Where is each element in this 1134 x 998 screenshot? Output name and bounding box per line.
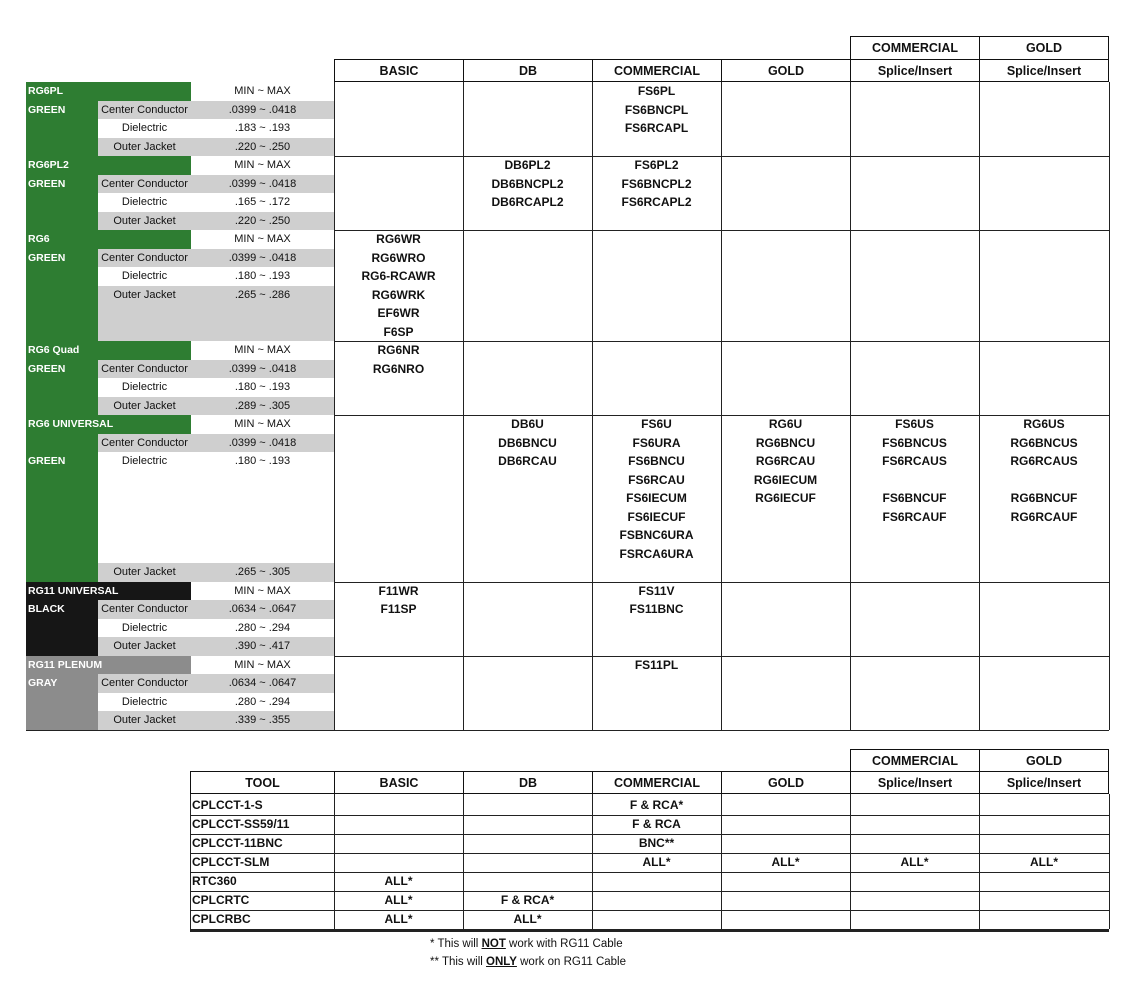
tool-name: CPLCRTC [192,893,250,907]
tool-column-divider [979,794,980,929]
product-part-number: FS6BNCUS [882,435,947,450]
tool-name: CPLCCT-SLM [192,855,270,869]
tool-compat-gold [721,815,850,834]
product-part-number: RG6RCAUF [1010,509,1078,524]
cable-color-label: GREEN [28,251,66,264]
tool-compat-comm_splice [850,815,979,834]
tool-compat-commercial: BNC** [638,836,675,850]
product-part-number: RG6U [768,417,803,431]
product-part-number: DB6RCAPL2 [491,195,564,209]
cable-name: RG6 UNIVERSAL [28,418,114,430]
minmax-label: MIN ~ MAX [234,658,291,671]
product-part-number: FS11PL [634,657,679,672]
tool-compat-commercial: ALL* [642,855,671,869]
column-divider [334,82,335,730]
tool-compat-basic [334,834,463,853]
product-part-number: FS6RCAUS [882,454,947,468]
tool-compat-basic [334,815,463,834]
product-part-number: FS6URA [632,435,681,450]
tool-compat-gold [721,796,850,815]
cable-color-label: GREEN [28,455,66,467]
spec-value-center: .0399 ~ .0418 [228,362,297,375]
tool-compat-comm_splice: ALL* [900,855,929,869]
tool-compat-comm_splice [850,872,979,891]
cable-name: RG11 PLENUM [28,658,103,671]
product-part-number: FS6RCAUF [882,509,947,524]
product-part-number: F11SP [380,602,417,616]
cable-name: RG6PL [28,85,64,97]
tool-compat-comm_splice [850,834,979,853]
tool-table-bottom [190,930,1109,932]
cable-name: RG11 UNIVERSAL [28,584,119,597]
tool-compat-gold_splice: ALL* [1030,855,1058,869]
tool-compat-comm_splice [850,910,979,929]
cable-color-label: GREEN [28,177,66,190]
spec-value-dielectric: .165 ~ .172 [234,196,291,208]
spec-label-dielectric: Dielectric [121,455,168,467]
spec-label-dielectric: Dielectric [121,122,168,134]
spec-value-center: .0399 ~ .0418 [228,436,297,449]
basic-header: BASIC [334,59,464,82]
product-part-number: RG6WR [376,232,421,246]
spec-label-center: Center Conductor [101,251,188,264]
product-part-number: F6SP [383,324,414,339]
spec-value-dielectric: .180 ~ .193 [234,455,291,467]
tool-gold-splice-header-top: GOLD [979,749,1109,772]
product-part-number: RG6RCAU [755,454,816,468]
tool-compat-comm_splice [850,891,979,910]
minmax-label: MIN ~ MAX [234,418,291,430]
product-part-number: RG6-RCAWR [361,269,436,283]
column-divider [850,82,851,730]
product-part-number: FSBNC6URA [619,528,694,542]
tool-name: CPLCCT-SS59/11 [192,817,290,831]
tool-compat-db [463,872,592,891]
tool-compat-gold [721,872,850,891]
product-part-number: DB6BNCU [498,435,557,450]
spec-value-center: .0399 ~ .0418 [228,103,297,116]
tool-compat-gold_splice [979,796,1109,815]
tool-compat-gold: ALL* [771,855,800,869]
tool-column-divider [1109,794,1110,929]
tool-compat-gold_splice [979,834,1109,853]
spec-label-outer: Outer Jacket [113,214,176,227]
product-part-number: FS6IECUM [626,491,687,505]
product-part-number: DB6BNCPL2 [491,176,564,191]
tool-compat-gold_splice [979,910,1109,929]
spec-value-center: .0399 ~ .0418 [228,177,297,190]
spec-label-center: Center Conductor [101,436,188,449]
spec-value-dielectric: .180 ~ .193 [234,381,291,393]
spec-label-dielectric: Dielectric [121,196,168,208]
product-part-number: FS11BNC [629,602,684,616]
spec-label-center: Center Conductor [101,603,188,615]
spec-value-center: .0634 ~ .0647 [228,603,297,615]
minmax-label: MIN ~ MAX [234,584,291,597]
product-part-number: RG6US [1023,417,1065,431]
cable-name: RG6 Quad [28,344,80,356]
product-part-number: FS6PL2 [634,158,679,172]
spec-value-outer: .265 ~ .286 [234,288,291,301]
tool-compat-db: F & RCA* [500,893,555,907]
spec-label-center: Center Conductor [101,103,188,116]
column-divider [592,82,593,730]
product-part-number: RG6RCAUS [1010,454,1078,468]
product-part-number: FS6BNCUF [882,491,947,505]
minmax-label: MIN ~ MAX [234,344,291,356]
tool-name: RTC360 [192,874,237,888]
tool-compat-basic [334,796,463,815]
product-part-number: DB6RCAU [498,454,557,468]
tool-compat-commercial: F & RCA [632,817,681,831]
spec-value-outer: .265 ~ .305 [234,566,291,578]
tool-compat-basic: ALL* [384,893,413,907]
tool-header: TOOL [190,771,335,794]
db-header: DB [463,59,593,82]
tool-column-divider [334,794,335,929]
tool-db-header: DB [463,771,593,794]
tool-compat-commercial [592,910,721,929]
cable-color-label: GREEN [28,103,66,116]
footnote-only-rg11: ** This will ONLY work on RG11 Cable [430,956,627,968]
tool-gold-splice-header-bottom: Splice/Insert [979,771,1109,794]
tool-compat-gold_splice [979,891,1109,910]
cable-name: RG6 [28,233,50,245]
spec-value-outer: .339 ~ .355 [234,714,291,726]
tool-commercial-splice-header-bottom: Splice/Insert [850,771,980,794]
product-part-number: DB6PL2 [504,158,551,172]
tool-compat-comm_splice [850,796,979,815]
product-part-number: FS6BNCPL [624,102,689,117]
column-divider [979,82,980,730]
product-part-number: F11WR [378,583,419,598]
spec-label-outer: Outer Jacket [113,714,176,726]
product-part-number: FSRCA6URA [619,546,694,561]
product-part-number: FS11V [638,583,675,598]
product-part-number: RG6BNCUS [1010,435,1078,450]
spec-filler [98,471,334,564]
tool-compat-db [463,853,592,872]
tool-basic-header: BASIC [334,771,464,794]
product-part-number: FS6US [895,417,934,431]
tool-compat-gold_splice [979,815,1109,834]
product-part-number: FS6BNCPL2 [621,176,692,191]
tool-compat-db [463,834,592,853]
cable-color-label: GRAY [28,677,58,689]
tool-compat-gold [721,891,850,910]
minmax-label: MIN ~ MAX [234,85,291,97]
footnotes [430,935,626,971]
tool-compat-commercial: F & RCA* [629,798,684,812]
product-part-number: FS6U [641,417,672,431]
product-part-number: FS6RCAU [628,472,685,487]
product-part-number: EF6WR [377,306,420,320]
tool-compat-db [463,796,592,815]
spec-label-dielectric: Dielectric [121,270,168,282]
tool-compat-basic: ALL* [384,874,413,888]
tool-commercial-header: COMMERCIAL [592,771,722,794]
spec-label-center: Center Conductor [101,677,188,689]
spec-label-dielectric: Dielectric [121,695,168,708]
spec-filler [98,304,334,341]
spec-value-dielectric: .180 ~ .193 [234,270,291,282]
tool-compat-db: ALL* [513,912,542,926]
spec-value-outer: .220 ~ .250 [234,140,291,153]
spec-value-center: .0399 ~ .0418 [228,251,297,264]
gold-header: GOLD [721,59,851,82]
product-part-number: FS6IECUF [627,509,686,524]
spec-label-dielectric: Dielectric [121,381,168,393]
spec-label-outer: Outer Jacket [113,640,176,652]
product-part-number: RG6BNCU [755,435,816,450]
product-part-number: RG6NRO [372,361,425,376]
product-part-number: RG6IECUF [755,491,816,505]
commercial-header: COMMERCIAL [592,59,722,82]
commercial-splice-header-bottom: Splice/Insert [850,59,980,82]
spec-value-dielectric: .280 ~ .294 [234,695,291,708]
footnote-not-rg11: * This will NOT work with RG11 Cable [430,938,623,950]
spec-label-outer: Outer Jacket [113,399,176,412]
spec-label-center: Center Conductor [101,177,188,190]
tool-compat-gold [721,910,850,929]
tool-compat-gold_splice [979,872,1109,891]
tool-compat-db [463,815,592,834]
table-bottom-line [26,730,1109,731]
tool-column-divider [721,794,722,929]
spec-value-outer: .220 ~ .250 [234,214,291,227]
spec-value-outer: .289 ~ .305 [234,399,291,412]
tool-column-divider [463,794,464,929]
spec-label-outer: Outer Jacket [113,566,176,578]
column-divider [463,82,464,730]
spec-value-dielectric: .183 ~ .193 [234,122,291,134]
gold-splice-header-bottom: Splice/Insert [979,59,1109,82]
cable-color-block [26,415,98,582]
gold-splice-header-top: GOLD [979,36,1109,60]
tool-compat-basic: ALL* [384,912,413,926]
minmax-label: MIN ~ MAX [234,159,291,171]
product-part-number: FS6RCAPL [624,121,689,135]
column-divider [721,82,722,730]
product-part-number: DB6U [511,417,544,431]
column-divider [1109,82,1110,730]
tool-compat-commercial [592,891,721,910]
product-part-number: FS6RCAPL2 [621,195,692,209]
tool-name: CPLCRBC [192,912,251,926]
spec-label-outer: Outer Jacket [113,288,176,301]
spec-label-dielectric: Dielectric [121,621,168,634]
product-part-number: RG6WRK [371,287,426,302]
tool-name: CPLCCT-1-S [192,798,263,812]
cable-color-label: GREEN [28,362,66,375]
tool-commercial-splice-header-top: COMMERCIAL [850,749,980,772]
commercial-splice-header-top: COMMERCIAL [850,36,980,60]
product-part-number: FS6PL [637,84,676,98]
tool-column-divider [850,794,851,929]
tool-compat-commercial [592,872,721,891]
tool-compat-gold [721,834,850,853]
spec-value-center: .0634 ~ .0647 [228,677,297,689]
tool-column-divider [190,794,191,929]
product-part-number: RG6NR [377,343,420,357]
product-part-number: RG6BNCUF [1010,491,1078,505]
product-part-number: FS6BNCU [628,454,685,468]
spec-value-outer: .390 ~ .417 [234,640,291,652]
tool-compat-basic [334,853,463,872]
tool-name: CPLCCT-11BNC [192,836,283,850]
minmax-label: MIN ~ MAX [234,233,291,245]
tool-gold-header: GOLD [721,771,851,794]
product-part-number: RG6WRO [371,250,426,265]
spec-label-center: Center Conductor [101,362,188,375]
product-part-number: RG6IECUM [753,472,818,487]
spec-value-dielectric: .280 ~ .294 [234,621,291,634]
spec-label-outer: Outer Jacket [113,140,176,153]
tool-column-divider [592,794,593,929]
cable-name: RG6PL2 [28,159,69,171]
cable-color-label: BLACK [28,603,65,615]
